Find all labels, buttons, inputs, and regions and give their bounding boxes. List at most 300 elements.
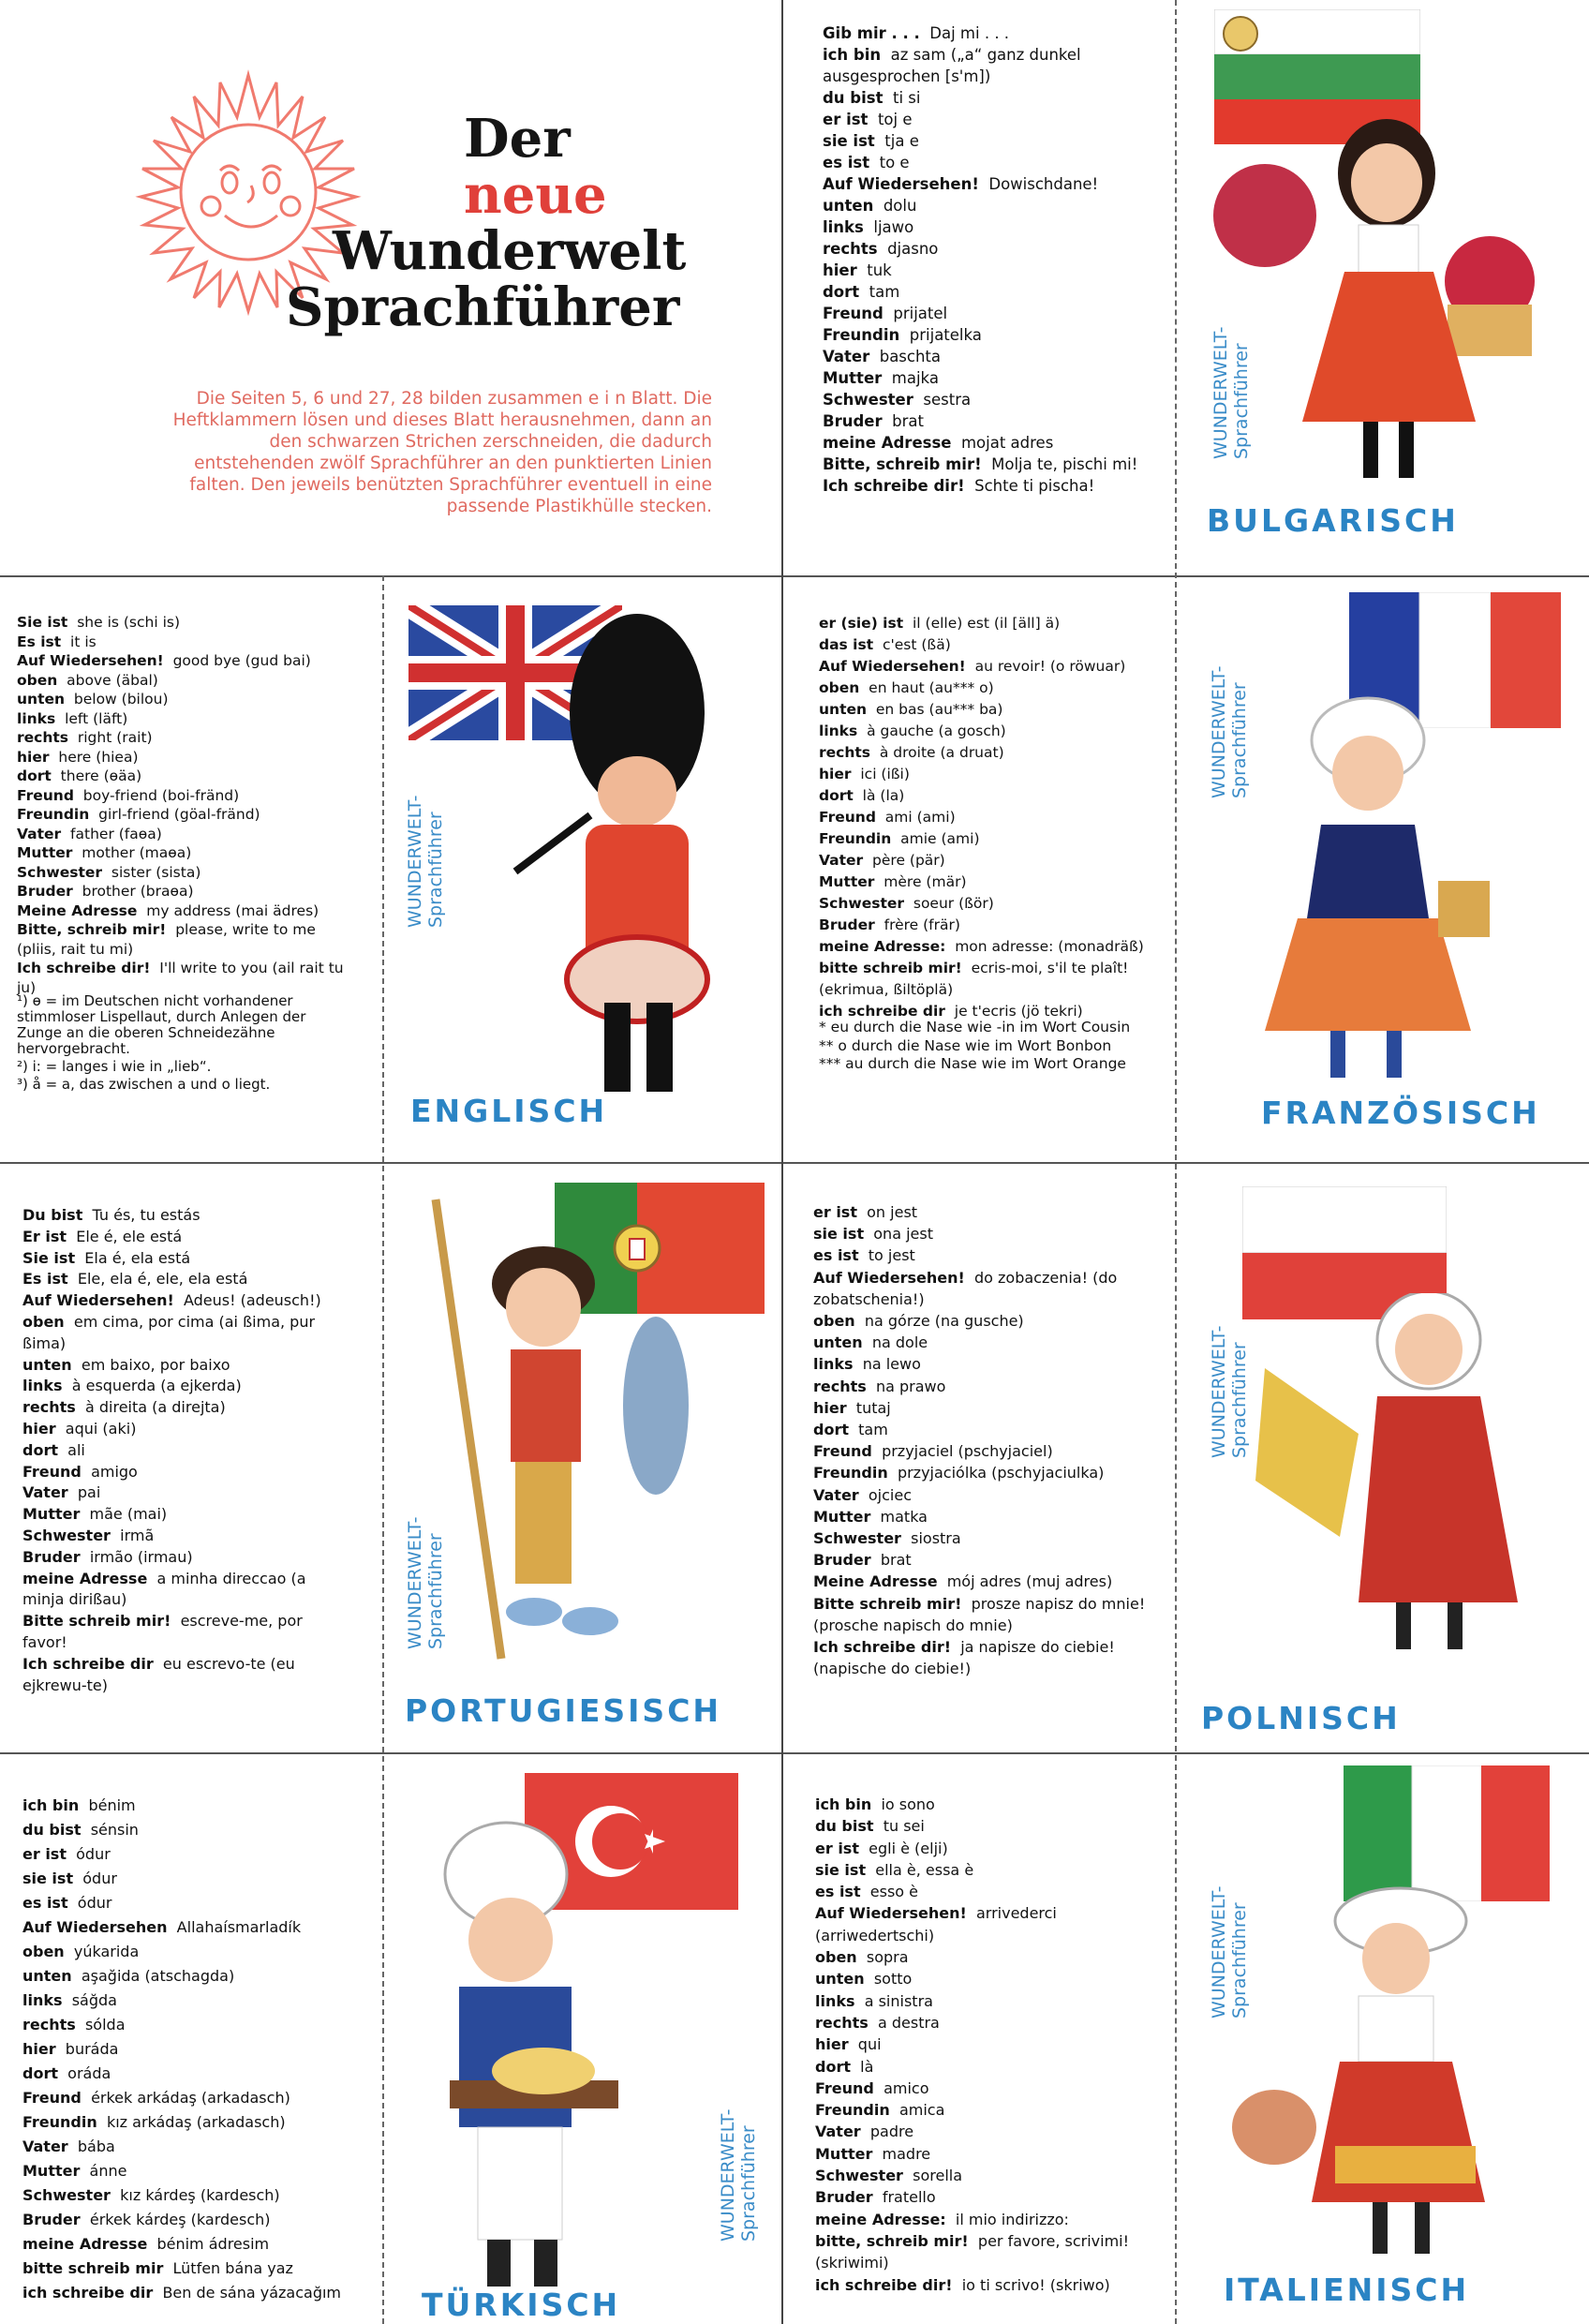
vocab-translation: Ele é, ele está	[76, 1227, 183, 1245]
vocab-translation: érkek kárdeş (kardesch)	[89, 2211, 271, 2228]
vocab-term: Freundin	[17, 806, 90, 823]
vocab-translation: soeur (ßör)	[913, 895, 994, 912]
vocab-entry	[823, 44, 1160, 87]
vocab-translation: mother (maɵa)	[82, 844, 192, 861]
vocab-term: Bruder	[823, 412, 883, 430]
vocab-translation: sorella	[913, 2167, 963, 2185]
vocab-term: meine Adresse	[823, 434, 952, 452]
vocab-term: rechts	[823, 240, 878, 258]
vocab-entry	[22, 2208, 360, 2232]
vocab-entry	[815, 1990, 1152, 2012]
vocab-translation: right (rait)	[77, 729, 153, 746]
vocab-entry	[813, 1462, 1151, 1483]
vocab-translation: sopra	[866, 1948, 909, 1967]
vocab-translation: prosze napisz do mnie! (prosche napisch do mnie)	[813, 1594, 1146, 1634]
vocab-entry	[815, 2012, 1152, 2034]
vocab-translation: ami (ami)	[884, 809, 956, 826]
vocab-translation: a sinistra	[864, 1991, 933, 2010]
vocab-entry	[22, 1419, 350, 1440]
vocab-entry	[823, 238, 1160, 260]
vocab-term: ich schreibe dir!	[815, 2275, 953, 2294]
vocab-translation: ella è, essa è	[875, 1860, 974, 1879]
vocab-term: Es ist	[22, 1270, 68, 1289]
vocab-translation: boy-friend (boi-frӓnd)	[82, 786, 240, 804]
vocab-entry	[823, 109, 1160, 130]
vocab-entry	[813, 1332, 1151, 1353]
vocab-entry	[813, 1223, 1151, 1244]
footnote: ** o durch die Nase wie im Wort Bonbon	[819, 1036, 1112, 1054]
vocab-term: dort	[819, 787, 854, 804]
vocab-entry	[22, 1818, 360, 1842]
vocab-entry	[17, 825, 354, 844]
vocab-translation: sénsin	[90, 1821, 139, 1839]
vocab-translation: amica	[898, 2101, 945, 2120]
spine-label-french: WUNDERWELT- Sprachführer	[1209, 665, 1250, 798]
vocab-term: Bruder	[22, 2211, 81, 2228]
vocab-entry	[823, 389, 1160, 410]
vocab-translation: bénim ádresim	[156, 2235, 270, 2253]
vocab-term: Freund	[813, 1442, 872, 1461]
vocab-entry	[823, 346, 1160, 367]
vocab-term: sie ist	[22, 1870, 74, 1887]
vocab-term: links	[17, 709, 56, 727]
vocab-entry	[22, 2062, 360, 2086]
footnote: ¹) ɵ = im Deutschen nicht vorhandener stimmloser Lispellaut, durch Anlegen der Zunge an die oberen Schneidezähne hervorgebracht.	[17, 992, 306, 1057]
vocab-term: oben	[22, 1312, 65, 1331]
portuguese-fisherboy-illustration	[412, 1190, 750, 1668]
language-title-italian: ITALIENISCH	[1224, 2272, 1470, 2308]
vocab-term: unten	[813, 1333, 863, 1352]
vocab-entry	[823, 432, 1160, 454]
vocab-term: es ist	[813, 1246, 859, 1265]
vocab-term: links	[819, 723, 858, 739]
vocab-translation: madre	[882, 2144, 931, 2163]
vocab-translation: prijatelka	[909, 326, 982, 344]
vocab-entry	[815, 2165, 1152, 2186]
vocab-term: Freund	[22, 1462, 82, 1481]
vocab-entry	[813, 1549, 1151, 1571]
vocab-term: er (sie) ist	[819, 615, 904, 632]
vocab-entry	[22, 1940, 360, 1964]
spine-label-turkish: WUNDERWELT- Sprachführer	[718, 2108, 759, 2242]
vocab-entry	[819, 807, 1156, 828]
vocab-entry	[815, 1902, 1152, 1946]
footnote: ³) å = a, das zwischen a und o liegt.	[17, 1076, 271, 1093]
vocab-translation: na prawo	[875, 1377, 946, 1395]
vocab-entry	[819, 764, 1156, 785]
vocab-term: meine Adresse	[22, 1569, 148, 1587]
vocab-entry	[17, 863, 354, 883]
vocab-term: Schwester	[823, 391, 913, 409]
vocab-entry	[22, 2232, 360, 2257]
vocab-term: Mutter	[22, 1505, 81, 1524]
vocab-term: rechts	[819, 744, 871, 761]
vocab-term: es ist	[823, 154, 870, 171]
vocab-entry	[815, 2186, 1152, 2208]
vocab-translation: to e	[879, 154, 910, 171]
vocab-term: hier	[815, 2035, 849, 2054]
vocab-translation: Tu és, tu estás	[92, 1206, 200, 1224]
vocab-entry	[815, 1815, 1152, 1837]
vocab-translation: esso è	[869, 1883, 919, 1901]
vocab-entry	[813, 1636, 1151, 1679]
vocab-term: hier	[17, 748, 50, 766]
vocab-entry	[819, 850, 1156, 872]
vocab-translation: Adeus! (adeusch!)	[183, 1291, 321, 1310]
vocab-entry	[823, 260, 1160, 281]
vocab-entry	[22, 1964, 360, 1989]
vocab-entry	[22, 2086, 360, 2110]
vocab-translation: burádа	[65, 2040, 119, 2058]
title-line-wunderwelt: Wunderwelt	[333, 220, 687, 282]
vocab-entry	[815, 2274, 1152, 2296]
vocab-translation: il mio indirizzo:	[955, 2210, 1069, 2228]
vocab-translation: bába	[77, 2138, 115, 2155]
vocab-entry	[823, 152, 1160, 173]
vocab-translation: she is (schi is)	[77, 614, 181, 631]
spine-label-polish: WUNDERWELT- Sprachführer	[1209, 1325, 1250, 1458]
vocab-entry	[22, 1440, 350, 1462]
footnotes-french	[819, 1020, 1147, 1075]
vocab-entry	[22, 1248, 350, 1270]
vocab-translation: ánne	[89, 2162, 127, 2180]
vocab-term: rechts	[17, 729, 69, 746]
vocab-entry	[813, 1571, 1151, 1592]
vocab-translation: io ti scrivo! (skriwo)	[961, 2275, 1110, 2294]
vocab-translation: przyjaciólka (pschyjaciulka)	[897, 1464, 1105, 1482]
vocab-entry	[815, 1859, 1152, 1881]
vocab-entry	[17, 613, 354, 633]
vocab-translation: en haut (au*** o)	[869, 679, 994, 696]
vocab-entry	[22, 1290, 350, 1312]
vocab-term: Ich schreibe dir!	[17, 960, 151, 976]
vocab-translation: dolu	[883, 197, 917, 215]
footnotes-english	[17, 993, 349, 1095]
cut-line-2	[0, 1162, 1589, 1164]
vocab-translation: przyjaciel (pschyjaciel)	[882, 1442, 1053, 1461]
vocab-entry	[819, 634, 1156, 656]
vocab-term: Freundin	[819, 830, 892, 847]
italian-girl-illustration	[1227, 1884, 1537, 2258]
vocab-translation: amico	[884, 2078, 929, 2097]
vocab-entry	[823, 410, 1160, 432]
cut-line-1	[0, 575, 1589, 577]
footnote: *** au durch die Nase wie im Wort Orange	[819, 1055, 1126, 1072]
vocab-term: Bruder	[22, 1547, 81, 1566]
vocab-term: oben	[17, 671, 58, 689]
vocab-translation: tutaj	[855, 1398, 891, 1417]
vocab-translation: Schte ti pischa!	[974, 477, 1095, 495]
vocab-entry	[813, 1267, 1151, 1310]
vocab-term: Bruder	[815, 2188, 873, 2207]
vocab-entry	[22, 2037, 360, 2062]
vocab-entry	[819, 828, 1156, 850]
vocab-translation: matka	[880, 1507, 928, 1526]
cut-line-3	[0, 1752, 1589, 1754]
spine-label-bulgarian: WUNDERWELT- Sprachführer	[1210, 326, 1252, 459]
vocab-term: meine Adresse:	[819, 938, 946, 955]
vocab-term: bitte schreib mir	[22, 2259, 164, 2277]
vocab-translation: I'll write to you (ail rait tu ju)	[17, 960, 344, 996]
vocab-translation: ali	[67, 1440, 85, 1459]
vocab-translation: sestra	[923, 391, 972, 409]
vocab-translation: egli è (eljі)	[869, 1839, 948, 1857]
vocab-term: hier	[823, 261, 857, 279]
vocab-term: du bist	[823, 89, 884, 107]
vocab-entry	[22, 1397, 350, 1419]
polish-girl-illustration	[1246, 1293, 1565, 1668]
vocab-entry	[823, 87, 1160, 109]
vocab-term: Bitte, schreib mir!	[823, 455, 982, 473]
vocab-translation: frère (frär)	[884, 916, 960, 933]
vocab-entry	[819, 958, 1156, 1001]
vocab-term: Schwester	[22, 2186, 111, 2204]
vocab-entry	[17, 843, 354, 863]
vocab-translation: tu sei	[883, 1817, 925, 1836]
vocab-entry	[819, 678, 1156, 699]
vocab-entry	[22, 1504, 350, 1526]
vocab-entry	[813, 1353, 1151, 1375]
vocab-translation: irmã	[120, 1526, 155, 1544]
vocab-translation: do zobaczenia! (do zobatschenia!)	[813, 1268, 1118, 1308]
vocab-entry	[17, 959, 354, 997]
cut-line-center	[781, 0, 783, 2324]
vocab-term: Meine Adresse	[17, 901, 138, 919]
vocab-translation: Daj mi . . .	[929, 24, 1010, 42]
vocab-term: Schwester	[815, 2167, 903, 2185]
vocab-term: er ist	[823, 111, 869, 128]
vocab-translation: aqui (aki)	[65, 1419, 137, 1438]
vocab-term: Bitte schreib mir!	[22, 1612, 171, 1631]
vocab-entry	[22, 1794, 360, 1818]
vocab-translation: brother (braɵa)	[82, 883, 194, 900]
vocab-translation: au revoir! (o röwuar)	[974, 658, 1126, 675]
vocab-translation: djasno	[887, 240, 939, 258]
vocab-term: er ist	[22, 1845, 67, 1863]
vocab-entry	[17, 690, 354, 709]
spine-label-portuguese: WUNDERWELT- Sprachführer	[405, 1516, 446, 1649]
vocab-term: du bist	[815, 1817, 874, 1836]
vocab-entry	[815, 2034, 1152, 2055]
vocab-entry	[823, 173, 1160, 195]
vocab-translation: brat	[880, 1551, 912, 1570]
vocab-translation: ódur	[76, 1845, 111, 1863]
vocab-term: links	[22, 1377, 63, 1395]
intro-instructions: Die Seiten 5, 6 und 27, 28 bilden zusammen e i n Blatt. Die Heftklammern lösen und dieses Blatt herausnehmen, dann an den schwarzen Strichen zerschneiden, die dadurch entstehenden zwölf Sprachführer an den punktierten Linien falten. Den jeweils benützten Sprachführer eventuell in eine passende Plastikhülle stecken.	[172, 389, 712, 516]
vocab-entry	[22, 2110, 360, 2135]
vocab-entry	[819, 656, 1156, 678]
vocab-entry	[813, 1593, 1151, 1636]
title-line-sprachfuehrer: Sprachführer	[286, 276, 680, 338]
vocab-translation: là	[860, 2057, 874, 2076]
vocab-translation: it is	[70, 633, 97, 650]
vocab-translation: aşağida (atschagda)	[81, 1967, 235, 1985]
english-guard-illustration	[497, 609, 778, 1096]
fold-line-left	[382, 575, 384, 2324]
vocab-term: Schwester	[22, 1526, 111, 1544]
vocab-term: ich schreibe dir	[22, 2284, 154, 2302]
vocab-term: Auf Wiedersehen!	[813, 1268, 965, 1287]
vocab-translation: amie (ami)	[900, 830, 980, 847]
vocab-translation: padre	[869, 2123, 914, 2141]
vocab-translation: à esquerda (a ejkerda)	[71, 1377, 242, 1395]
vocab-term: Ich schreibe dir!	[823, 477, 965, 495]
vocab-french	[819, 613, 1156, 1022]
vocab-translation: sotto	[873, 1970, 913, 1989]
vocab-term: Vater	[22, 2138, 68, 2155]
vocab-term: dort	[815, 2057, 851, 2076]
vocab-entry	[17, 633, 354, 652]
footnote: ²) i: = langes i wie in „lieb“.	[17, 1058, 212, 1075]
vocab-entry	[823, 324, 1160, 346]
vocab-term: Freund	[815, 2078, 874, 2097]
vocab-entry	[819, 936, 1156, 958]
vocab-portuguese	[22, 1205, 350, 1696]
vocab-term: unten	[823, 197, 874, 215]
vocab-term: ich schreibe dir	[819, 1003, 945, 1020]
vocab-entry	[17, 748, 354, 767]
vocab-translation: above (äbal)	[67, 671, 158, 689]
vocab-term: Mutter	[813, 1507, 871, 1526]
vocab-translation: ljawo	[873, 218, 914, 236]
vocab-entry	[815, 1968, 1152, 1989]
vocab-term: Auf Wiedersehen!	[815, 1904, 967, 1923]
vocab-translation: em baixo, por baixo	[81, 1355, 230, 1374]
vocab-term: Auf Wiedersehen	[22, 1918, 168, 1936]
vocab-entry	[819, 613, 1156, 634]
vocab-entry	[17, 882, 354, 901]
vocab-term: Auf Wiedersehen!	[22, 1291, 174, 1310]
vocab-term: er ist	[813, 1203, 857, 1221]
vocab-term: Freund	[17, 786, 74, 804]
vocab-term: Bruder	[813, 1551, 871, 1570]
vocab-term: unten	[819, 701, 868, 718]
vocab-translation: fratello	[882, 2188, 936, 2207]
vocab-entry	[22, 1269, 350, 1290]
vocab-translation: il (elle) est (il [äll] ä)	[912, 615, 1061, 632]
vocab-entry	[22, 1227, 350, 1248]
vocab-translation: ecris-moi, s'il te plaît! (ekrimua, ßiltöplä)	[819, 960, 1129, 998]
vocab-term: rechts	[813, 1377, 867, 1395]
vocab-translation: escreve-me, por favor!	[22, 1612, 303, 1651]
vocab-term: Auf Wiedersehen!	[823, 175, 979, 193]
vocab-translation: na lewo	[862, 1355, 921, 1374]
footnote: * eu durch die Nase wie -in im Wort Cousin	[819, 1019, 1131, 1035]
vocab-translation: yúkarida	[73, 1943, 140, 1960]
spine-label-italian: WUNDERWELT- Sprachführer	[1209, 1885, 1250, 2019]
vocab-term: Vater	[813, 1485, 859, 1504]
vocab-translation: Ela é, ela está	[84, 1248, 191, 1267]
vocab-term: Freundin	[815, 2101, 890, 2120]
vocab-term: Mutter	[819, 873, 875, 890]
vocab-term: du bist	[22, 1821, 82, 1839]
vocab-entry	[17, 786, 354, 806]
vocab-entry	[823, 475, 1160, 497]
vocab-translation: per favore, scrivimi! (skriwimi)	[815, 2231, 1130, 2272]
vocab-entry	[22, 2281, 360, 2305]
vocab-translation: mãe (mai)	[89, 1505, 168, 1524]
vocab-term: sie ist	[823, 132, 875, 150]
vocab-entry	[823, 303, 1160, 324]
vocab-term: Mutter	[815, 2144, 873, 2163]
vocab-entry	[819, 872, 1156, 893]
vocab-entry	[22, 1312, 350, 1355]
vocab-translation: amigo	[91, 1462, 138, 1481]
vocab-translation: father (faɵa)	[70, 825, 162, 842]
vocab-term: Mutter	[823, 369, 883, 387]
vocab-bulgarian	[823, 22, 1160, 497]
vocab-term: Vater	[823, 348, 870, 365]
vocab-entry	[815, 1838, 1152, 1859]
vocab-entry	[813, 1310, 1151, 1332]
vocab-term: Freund	[22, 2089, 82, 2107]
vocab-translation: oráda	[67, 2064, 111, 2082]
vocab-entry	[815, 2209, 1152, 2230]
vocab-term: sie ist	[813, 1225, 865, 1244]
vocab-entry	[17, 709, 354, 729]
vocab-translation: Lütfen bána yaz	[172, 2259, 293, 2277]
vocab-term: Auf Wiedersehen!	[17, 652, 164, 669]
vocab-entry	[823, 22, 1160, 44]
vocab-entry	[819, 785, 1156, 807]
vocab-translation: there (ɵäa)	[60, 767, 142, 784]
vocab-translation: na dole	[871, 1333, 928, 1352]
vocab-translation: sister (sista)	[111, 863, 201, 881]
vocab-translation: on jest	[867, 1203, 918, 1221]
vocab-translation: sáğda	[71, 1991, 117, 2009]
vocab-entry	[22, 2013, 360, 2037]
vocab-translation: girl-friend (gӧal-frӓnd)	[98, 806, 260, 823]
italian-flag	[1344, 1765, 1550, 1901]
language-title-turkish: TÜRKISCH	[422, 2287, 621, 2323]
vocab-translation: ódur	[77, 1894, 112, 1912]
vocab-translation: ona jest	[873, 1225, 933, 1244]
vocab-translation: here (hiea)	[58, 748, 139, 766]
vocab-term: Freund	[823, 305, 884, 322]
vocab-entry	[17, 767, 354, 786]
vocab-translation: na górze (na gusche)	[864, 1312, 1024, 1331]
vocab-term: Schwester	[813, 1529, 901, 1548]
vocab-entry	[17, 728, 354, 748]
vocab-term: rechts	[22, 1398, 76, 1417]
spine-label-english: WUNDERWELT- Sprachführer	[405, 795, 446, 928]
vocab-term: Er ist	[22, 1227, 67, 1245]
vocab-entry	[17, 805, 354, 825]
vocab-term: Vater	[819, 852, 864, 869]
vocab-term: Sie ist	[17, 614, 68, 631]
vocab-translation: brat	[892, 412, 924, 430]
vocab-entry	[22, 1611, 350, 1654]
vocab-translation: tam	[858, 1421, 888, 1439]
vocab-term: oben	[813, 1312, 855, 1331]
vocab-term: hier	[813, 1398, 847, 1417]
vocab-entry	[815, 2099, 1152, 2121]
vocab-term: Freund	[819, 809, 876, 826]
vocab-term: Freundin	[813, 1464, 888, 1482]
vocab-entry	[22, 1989, 360, 2013]
vocab-term: Sie ist	[22, 1248, 76, 1267]
vocab-translation: érkek arkádaş (arkadasch)	[91, 2089, 290, 2107]
vocab-term: unten	[22, 1967, 72, 1985]
vocab-entry	[823, 367, 1160, 389]
vocab-entry	[22, 2159, 360, 2183]
vocab-translation: az sam („a“ ganz dunkel ausgesprochen [s'm])	[823, 46, 1081, 85]
vocab-translation: please, write to me (pliis, rait tu mi)	[17, 921, 316, 958]
language-title-english: ENGLISCH	[410, 1093, 608, 1129]
vocab-entry	[819, 742, 1156, 764]
vocab-term: oben	[22, 1943, 65, 1960]
vocab-translation: eu escrevo-te (eu ejkrewu-te)	[22, 1654, 295, 1694]
